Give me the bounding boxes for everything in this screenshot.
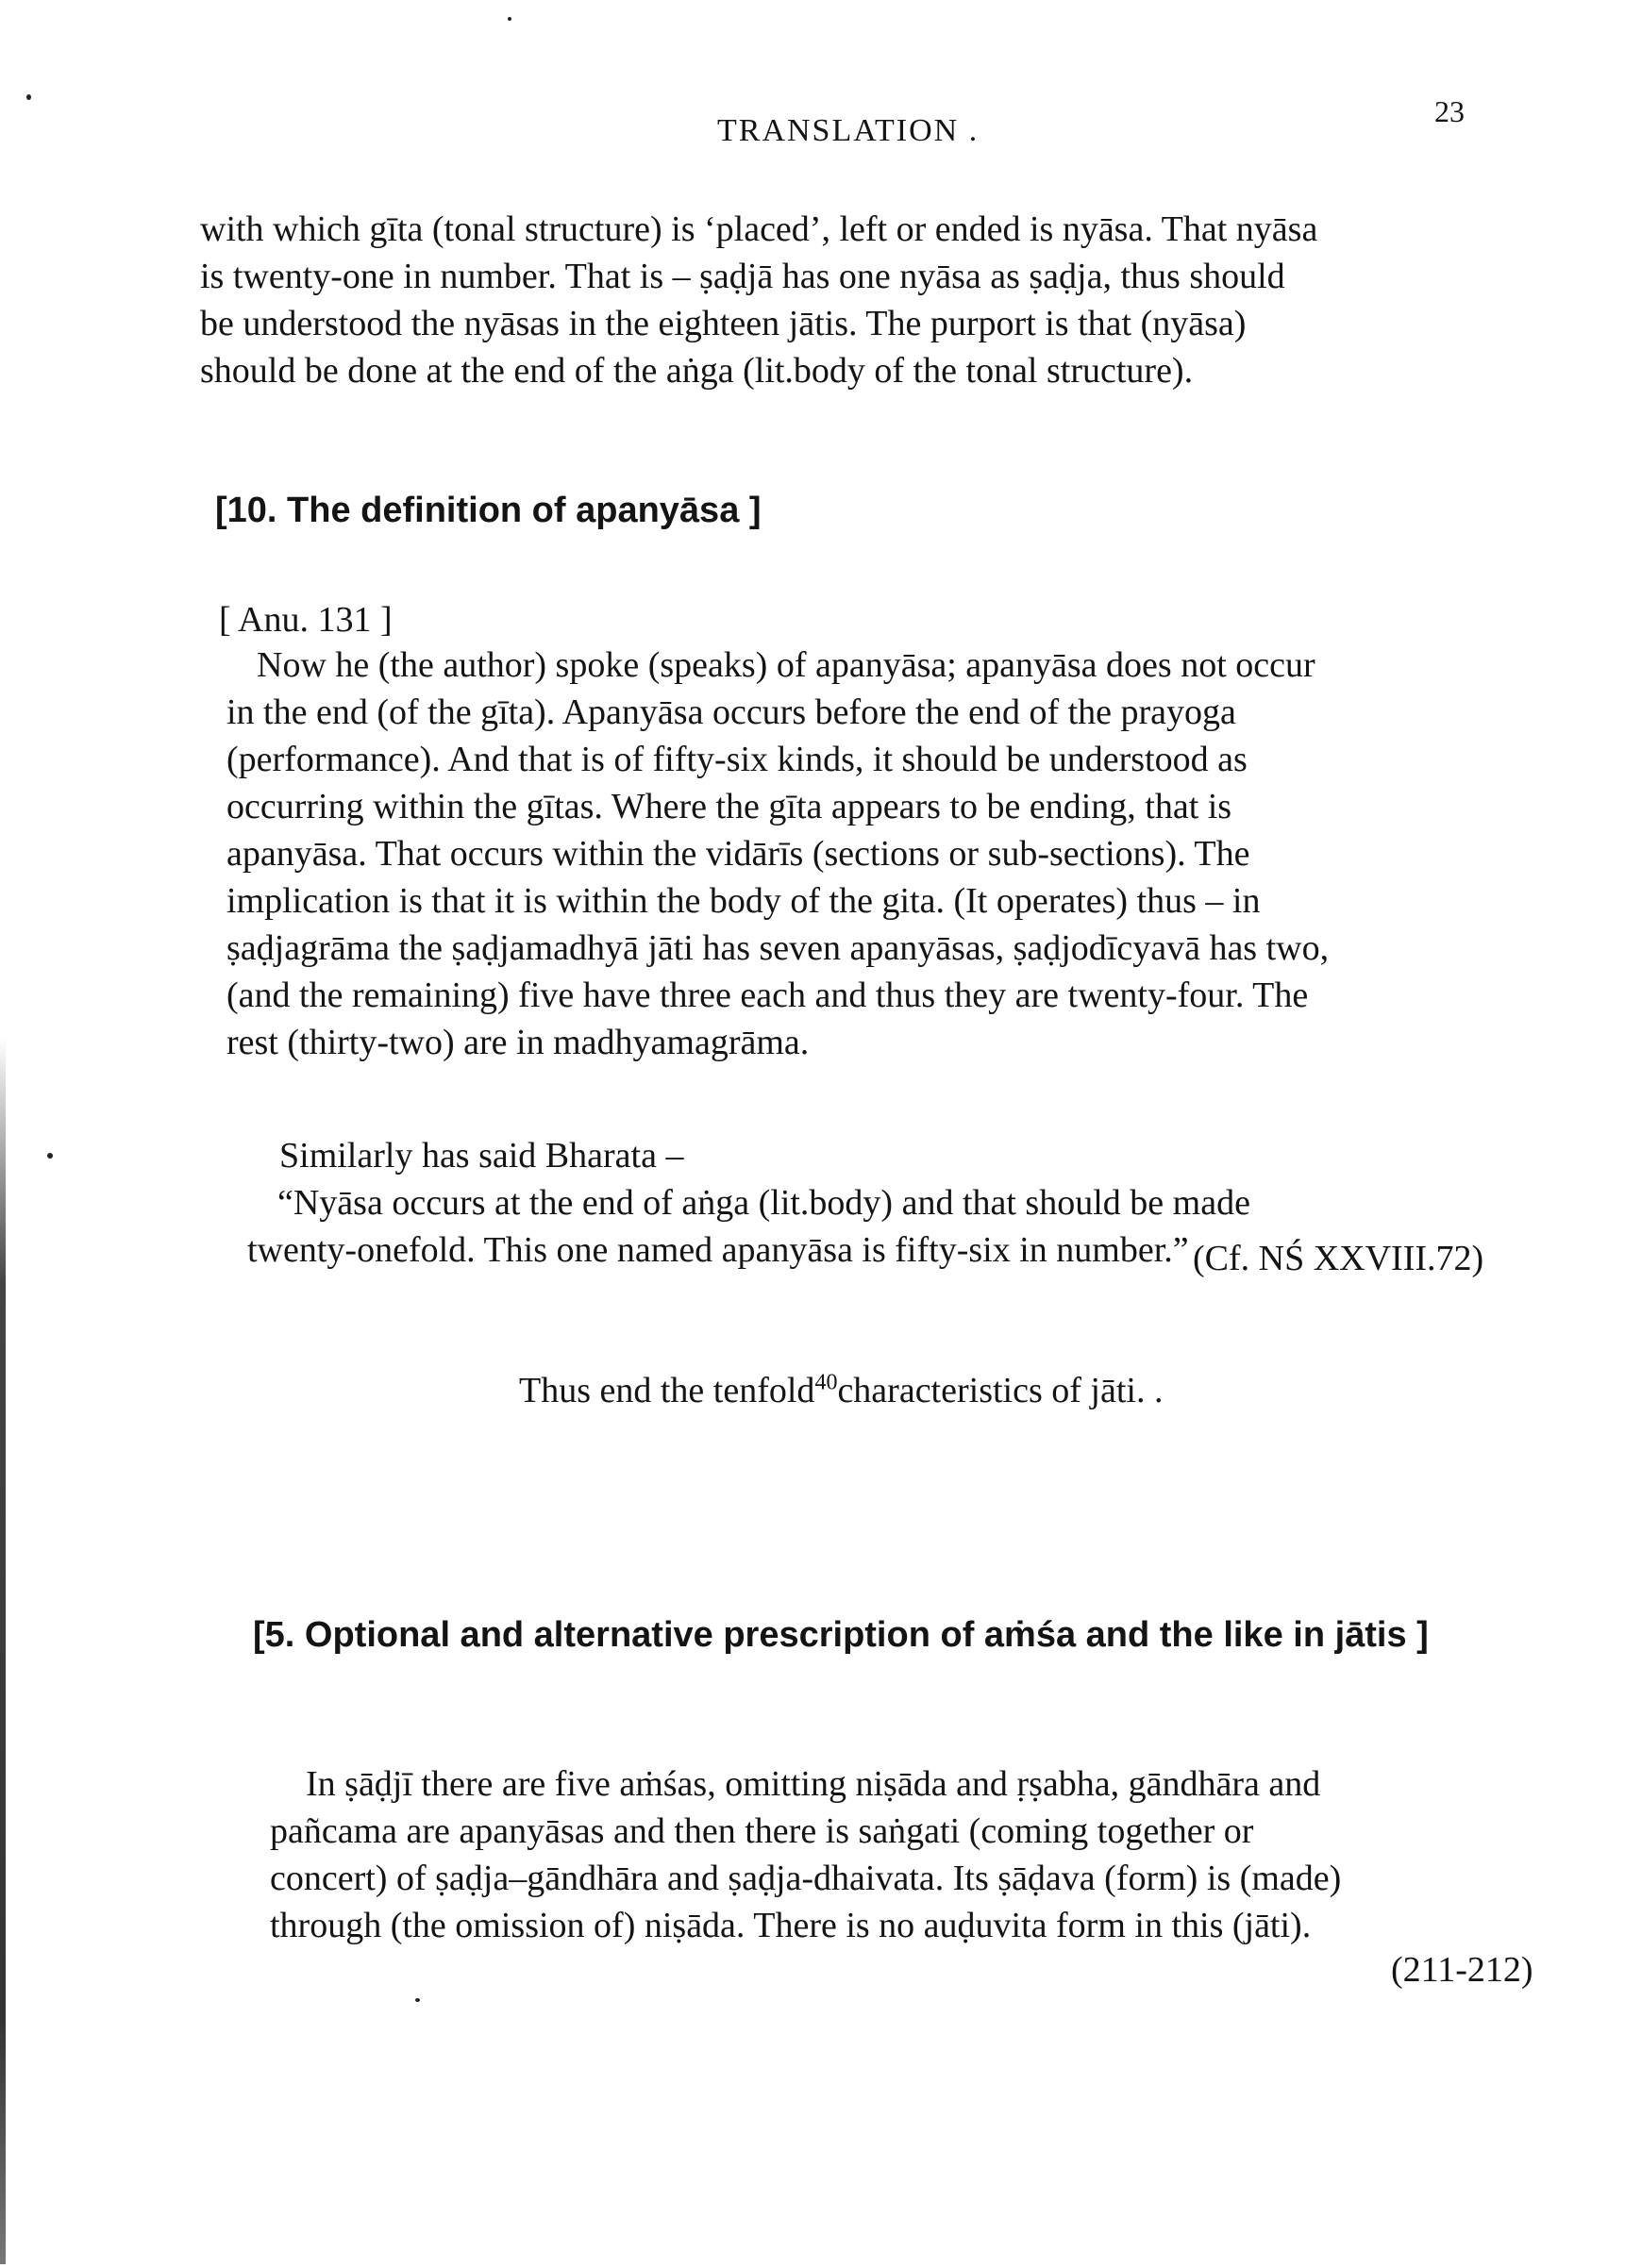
text-line: in the end (of the gīta). Apanyāsa occurs before the end of the prayoga (226, 692, 1236, 732)
running-header: TRANSLATION . (717, 113, 980, 148)
section-heading-apanyasa: [10. The definition of apanyāsa ] (215, 491, 762, 530)
text-line: through (the omission of) niṣāda. There is no auḍuvita form in this (jāti). (270, 1906, 1312, 1945)
footnote-marker: 40 (814, 1370, 838, 1395)
text-line: should be done at the end of the aṅga (lit.body of the tonal structure). (200, 351, 1194, 391)
text-line: with which gīta (tonal structure) is ‘placed’, left or ended is nyāsa. That nyāsa (200, 209, 1318, 249)
scan-edge-shadow (0, 1038, 6, 2264)
scan-speck (508, 17, 511, 21)
text-line: ṣaḍjagrāma the ṣaḍjamadhyā jāti has seven apanyāsas, ṣaḍjodīcyavā has two, (226, 928, 1330, 968)
text-line: rest (thirty-two) are in madhyamagrāma. (226, 1023, 810, 1062)
anu-reference: [ Anu. 131 ] (219, 600, 393, 640)
section-heading-optional: [5. Optional and alternative prescription of aṁśa and the like in jātis ] (253, 1615, 1429, 1655)
page-number: 23 (1434, 94, 1465, 128)
scan-speck (415, 1998, 420, 2002)
text-line: twenty-onefold. This one named apanyāsa is fifty-six in number.” (247, 1230, 1189, 1270)
text-line: occurring within the gītas. Where the gīta appears to be ending, that is (226, 787, 1232, 826)
text-line: implication is that it is within the body of the gita. (It operates) thus – in (226, 881, 1261, 921)
text-line: (performance). And that is of fifty-six kinds, it should be understood as (226, 740, 1248, 779)
paragraph-nyasa (200, 206, 1493, 394)
text-line: be understood the nyāsas in the eighteen jātis. The purport is that (nyāsa) (200, 304, 1247, 343)
closing-text: characteristics of jāti. . (837, 1371, 1164, 1410)
text-line: pañcama are apanyāsas and then there is saṅgati (coming together or (270, 1811, 1254, 1851)
text-line: concert) of ṣaḍja–gāndhāra and ṣaḍja-dhaivata. Its ṣāḍava (form) is (made) (270, 1859, 1342, 1898)
verse-reference: (211-212) (1391, 1950, 1533, 1990)
text-line: is twenty-one in number. That is – ṣaḍjā has one nyāsa as ṣaḍja, thus should (200, 257, 1285, 296)
text-line: Now he (the author) spoke (speaks) of apanyāsa; apanyāsa does not occur (257, 645, 1315, 685)
bharata-intro: Similarly has said Bharata – (279, 1136, 684, 1176)
scan-speck (26, 94, 31, 100)
closing-text: Thus end the tenfold (519, 1371, 815, 1410)
scan-speck (47, 1153, 53, 1159)
paragraph-apanyasa (226, 642, 1510, 1066)
paragraph-sadji (270, 1760, 1516, 1949)
text-line: (and the remaining) five have three each and thus they are twenty-four. The (226, 976, 1309, 1015)
text-line: apanyāsa. That occurs within the vidārīs (sections or sub-sections). The (226, 834, 1250, 874)
text-line: “Nyāsa occurs at the end of aṅga (lit.body) and that should be made (277, 1183, 1250, 1223)
citation: (Cf. NŚ XXVIII.72) (1193, 1239, 1484, 1278)
text-line: In ṣāḍjī there are five aṁśas, omitting niṣāda and ṛṣabha, gāndhāra and (306, 1764, 1321, 1804)
closing-line (519, 1370, 1163, 1411)
